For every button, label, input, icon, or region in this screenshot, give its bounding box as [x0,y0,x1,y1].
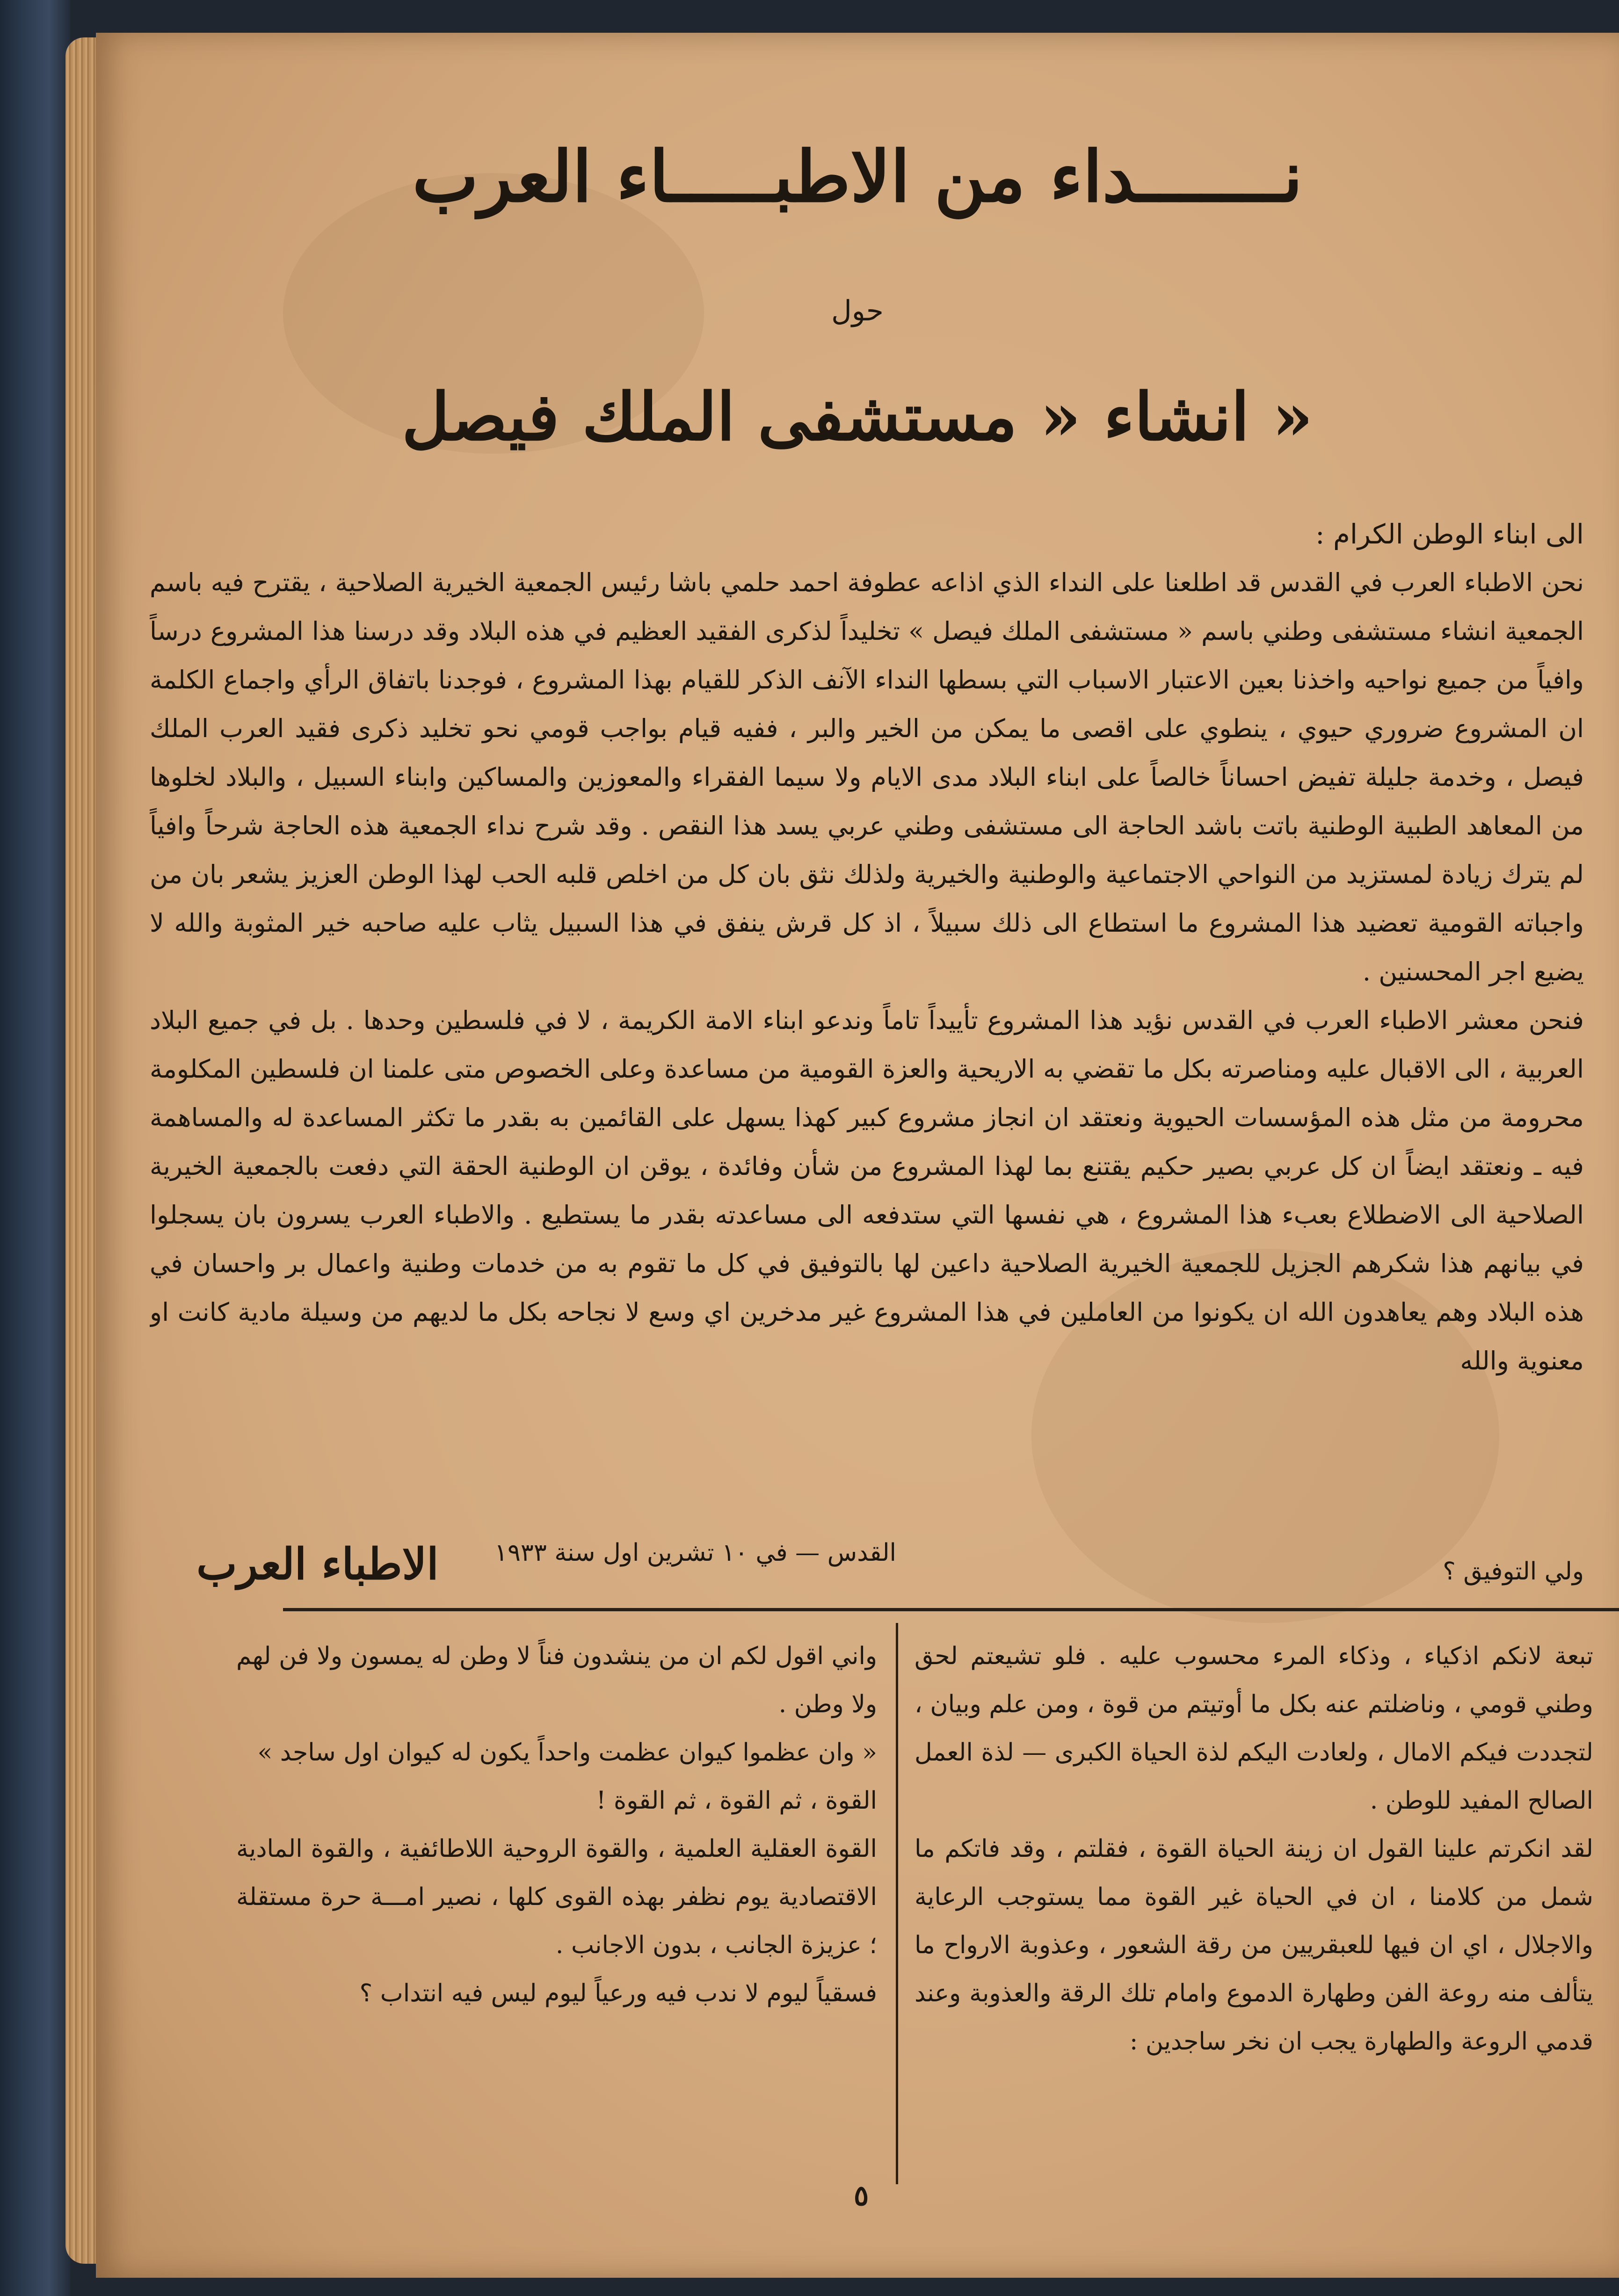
article-paragraph: القوة العقلية العلمية ، والقوة الروحية اللاطائفية ، والقوة المادية الاقتصادية يوم نظفر بهذه القوى كلها ، نصير امـــة حرة مستقلة ؛ عزيزة الجانب ، بدون الاجانب . [236,1835,877,1959]
book-page [96,33,1619,2278]
letter-dateline: القدس — في ١٠ تشرين اول سنة ١٩٣٣ [494,1539,896,1567]
section-divider [283,1608,1619,1611]
letter-body [150,510,1584,1553]
letter-paragraph: فنحن معشر الاطباء العرب في القدس نؤيد هذا المشروع تأييداً تاماً وندعو ابناء الامة الكريمة ، لا في فلسطين وحدها . بل في جميع البلاد العربية ، الى الاقبال عليه ومناصرته بكل ما تقضي به الاريحية والعزة القومية من مساعدة وعلى الخصوص متى علمنا ان فلسطين المكلومة محرومة من مثل هذه المؤسسات الحيوية ونعتقد ان انجاز مشروع كبير كهذا يسهل على القائمين به بقدر ما تكثر المساعدة له والمساهمة فيه ـ ونعتقد ايضاً ان كل عربي بصير حكيم يقتنع بما لهذا المشروع من شأن وفائدة ، يوقن ان الوطنية الحقة التي دفعت بالجمعية الخيرية الصلاحية الى الاضطلاع بعبء هذا المشروع ، هي نفسها التي ستدفعه الى مساعدته بقدر ما يستطيع . والاطباء العرب يسرون بان يسجلوا في بيانهم هذا شكرهم الجزيل للجمعية الخيرية الصلاحية داعين لها بالتوفيق في كل ما تقوم به من خدمات وطنية واعمال بر واحسان في هذه البلاد وهم يعاهدون الله ان يكونوا من العاملين في هذا المشروع غير مدخرين اي وسع لا نجاحه بكل ما لديهم من وسيلة مادية كانت او معنوية والله [150,1006,1584,1376]
page-subtitle: حول [831,295,884,327]
letter-paragraph: نحن الاطباء العرب في القدس قد اطلعنا على النداء الذي اذاعه عطوفة احمد حلمي باشا رئيس الجمعية الخيرية الصلاحية ، يقترح فيه باسم الجمعية انشاء مستشفى وطني باسم « مستشفى الملك فيصل » تخليداً لذكرى الفقيد العظيم في هذه البلاد وقد درسنا هذا المشروع درساً وافياً من جميع نواحيه واخذنا بعين الاعتبار الاسباب التي بسطها النداء الآنف الذكر للقيام بهذا المشروع ، فوجدنا باتفاق الرأي واجماع الكلمة ان المشروع ضروري حيوي ، ينطوي على اقصى ما يمكن من الخير والبر ، ففيه قيام بواجب قومي نحو تخليد ذكرى فقيد العرب الملك فيصل ، وخدمة جليلة تفيض احساناً خالصاً على ابناء البلاد مدى الايام ولا سيما الفقراء والمعوزين والمساكين وابناء السبيل ، والبلاد لخلوها من المعاهد الطبية الوطنية باتت باشد الحاجة الى مستشفى وطني عربي يسد هذا النقص . وقد شرح نداء الجمعية هذه الحاجة شرحاً وافياً لم يترك زيادة لمستزيد من النواحي الاجتماعية والوطنية والخيرية ولذلك نثق بان كل من اخلص قلبه الحب لهذا الوطن العزيز يشعر بان من واجباته القومية تعضيد هذا المشروع ما استطاع الى ذلك سبيلاً ، اذ كل قرش ينفق في هذا السبيل يثاب عليه صاحبه خير المثوبة والله لا يضيع اجر المحسنين . [150,568,1584,986]
article-left-column [236,1632,877,2203]
article-paragraph: واني اقول لكم ان من ينشدون فناً لا وطن له يمسون ولا فن لهم ولا وطن . [236,1642,877,1718]
article-verse: « وان عظموا كيوان عظمت واحداً يكون له كيوان اول ساجد » [257,1738,877,1767]
page-title: نـــــــداء من الاطبـــــاء العرب [412,136,1303,218]
article-verse: فسقياً ليوم لا ندب فيه ورعياً ليوم ليس فيه انتداب ؟ [359,1979,877,2007]
letter-greeting: الى ابناء الوطن الكرام : [1315,518,1584,550]
book-binding [0,0,70,2296]
article-paragraph: تبعة لانكم اذكياء ، وذكاء المرء محسوب عليه . فلو تشيعتم لحق وطني قومي ، وناضلتم عنه بكل ما أوتيتم من قوة ، ومن علم وبيان ، لتجددت فيكم الامال ، ولعادت اليكم لذة الحياة الكبرى — لذة العمل الصالح المفيد للوطن . [915,1642,1593,1815]
page-headline: انشاء « مستشفى الملك فيصل » [402,379,1313,456]
signature-line [150,1539,1584,1600]
article-paragraph: القوة ، ثم القوة ، ثم القوة ! [596,1787,877,1815]
article-paragraph: لقد انكرتم علينا القول ان زينة الحياة القوة ، فقلتم ، وقد فاتكم ما شمل من كلامنا ، ان في الحياة غير القوة مما يستوجب الرعاية والاجلال ، اي ان فيها للعبقريين من رقة الشعور ، وعذوبة الارواح ما يتألف منه روعة الفن وطهارة الدموع وامام تلك الرقة والعذوبة وعند قدمي الروعة والطهارة يجب ان نخر ساجدين : [915,1835,1593,2056]
column-divider [896,1623,898,2184]
page-number: ٥ [854,2180,869,2212]
article-right-column [915,1632,1593,2203]
letter-signature: الاطباء العرب [196,1539,439,1589]
letter-closing: ولي التوفيق ؟ [1443,1557,1584,1586]
